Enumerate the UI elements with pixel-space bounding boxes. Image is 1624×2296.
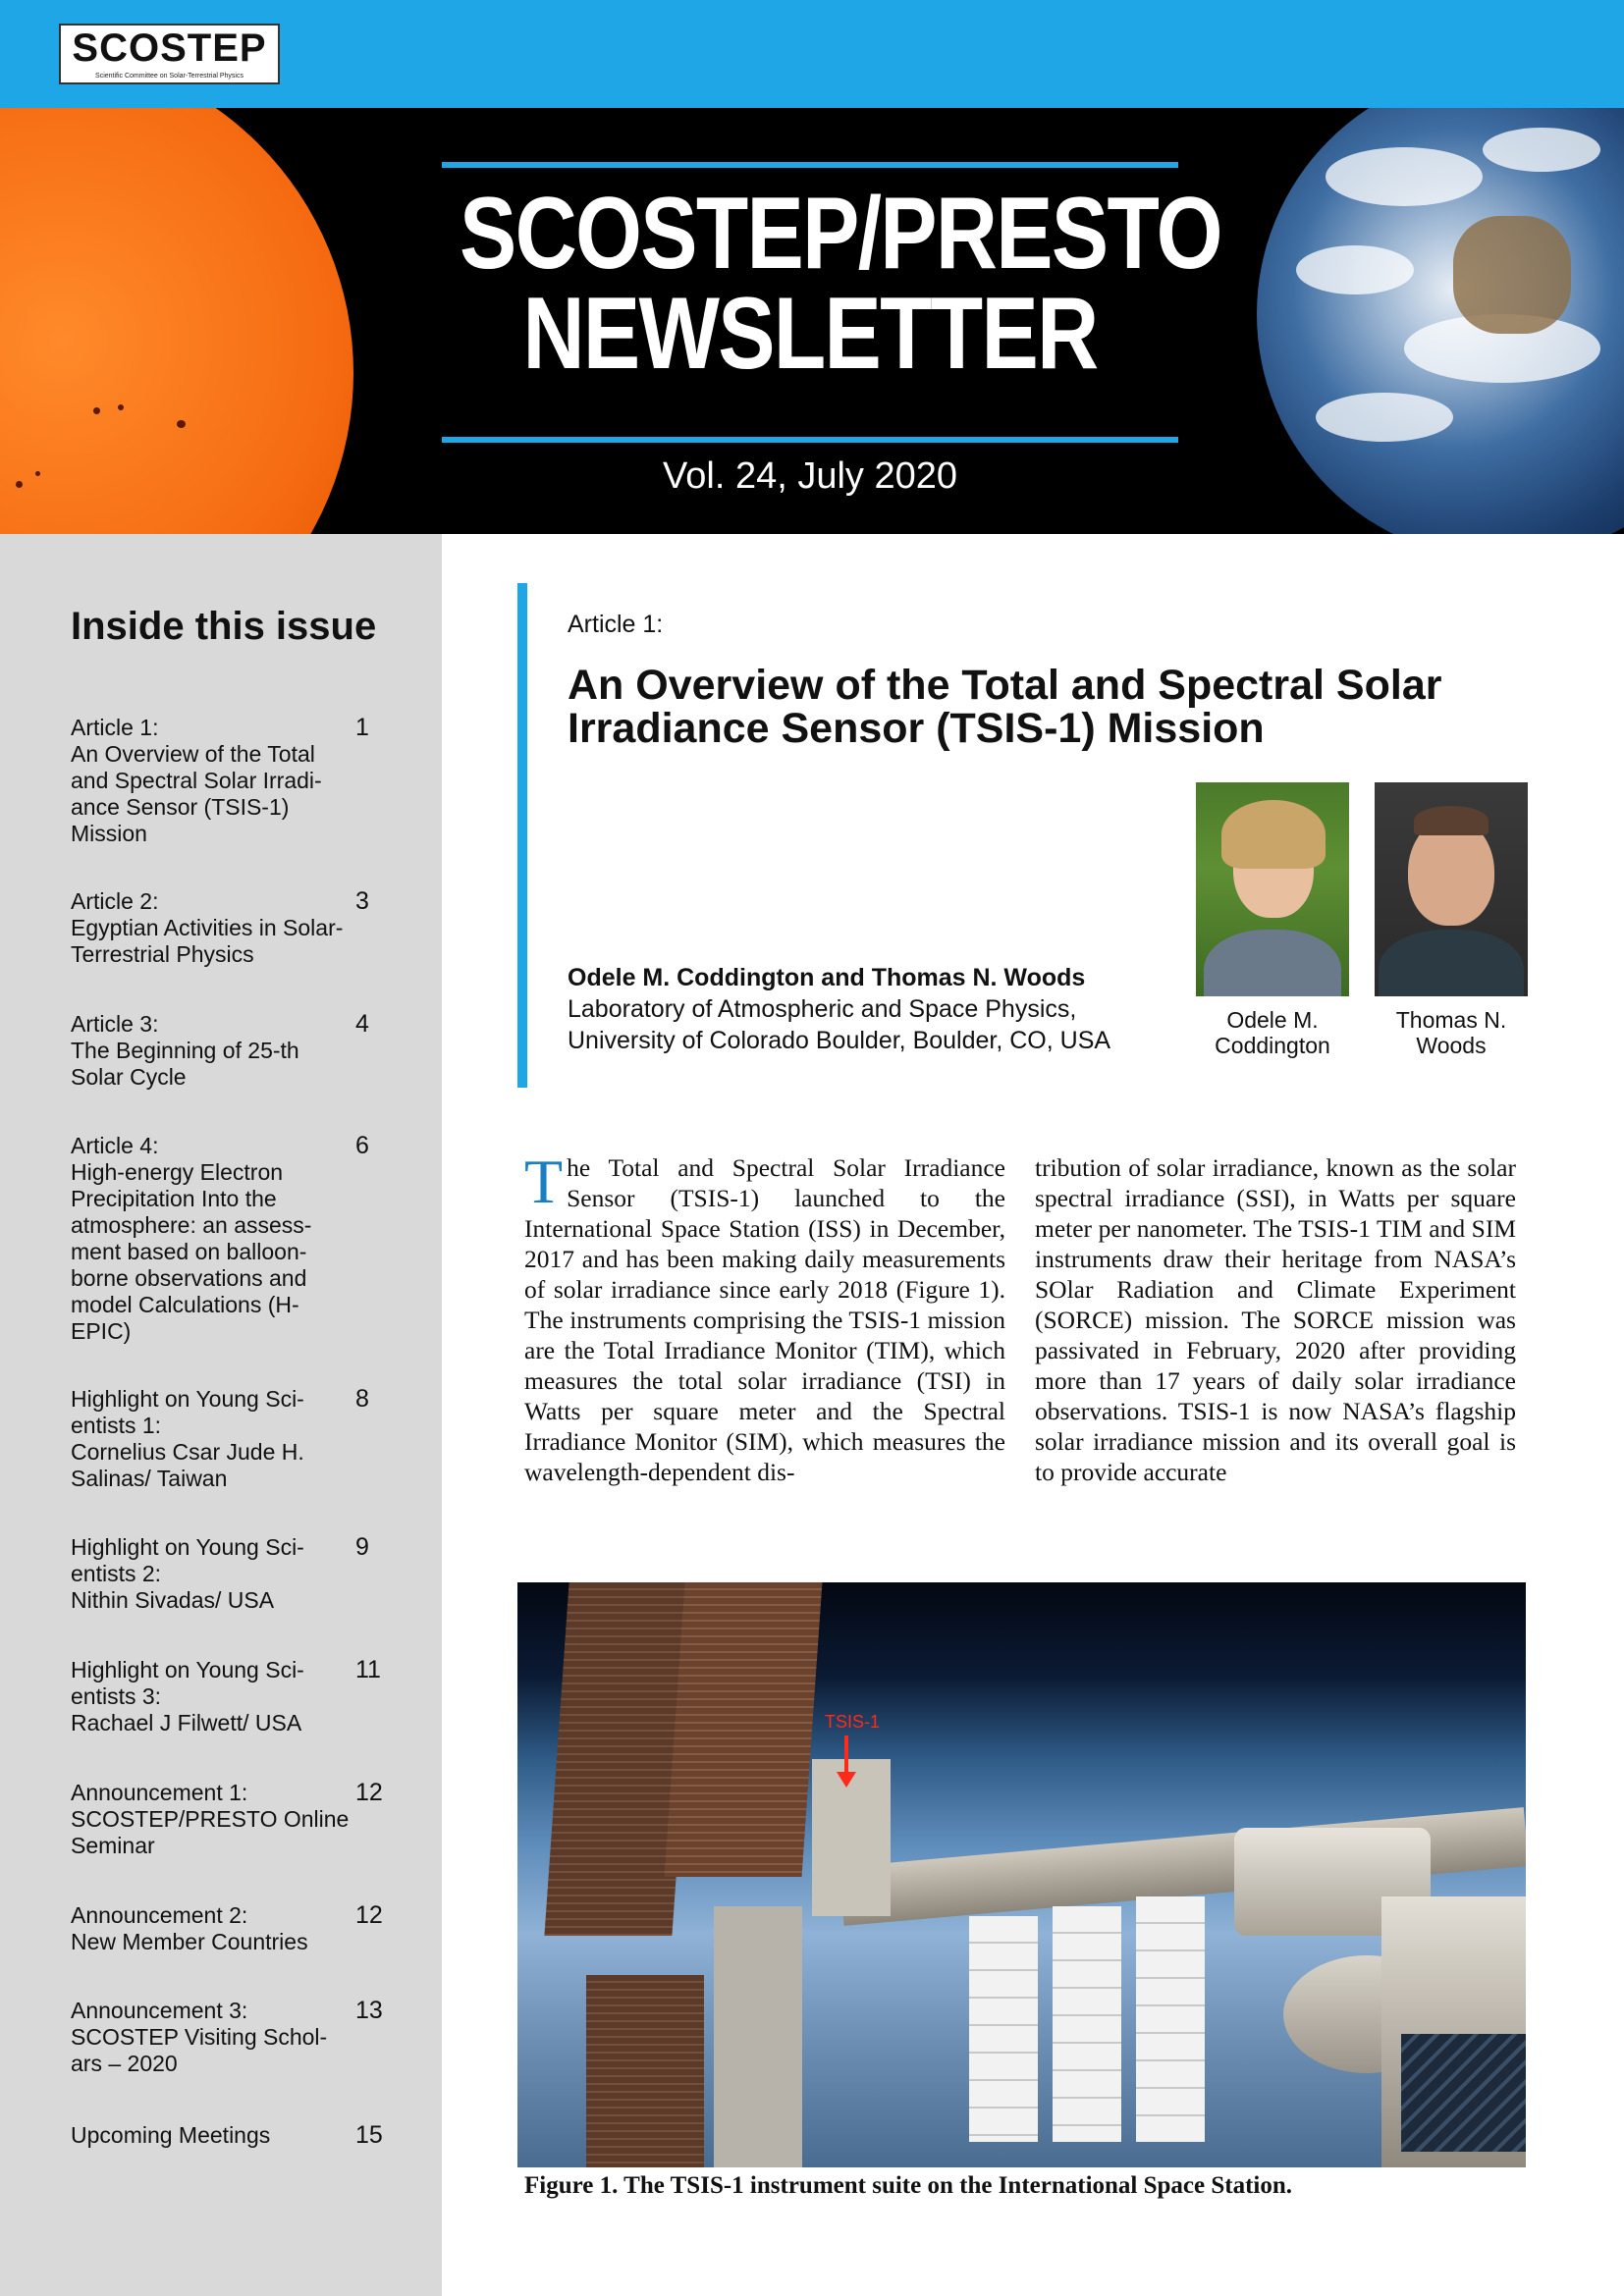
toc-item-page-number: 1 <box>355 714 369 741</box>
toc-item-page-number: 6 <box>355 1132 369 1159</box>
toc-item-page-number: 13 <box>355 1997 383 2024</box>
tsis-1-figure-label: TSIS-1 <box>825 1712 881 1732</box>
scostep-logo <box>59 24 280 84</box>
iss-figure-image <box>517 1582 1526 2167</box>
toc-item-label: Highlight on Young Sci-entists 1: Cornelius Csar Jude H. Salinas/ Taiwan <box>71 1386 304 1491</box>
toc-item-page-number: 12 <box>355 1901 383 1929</box>
author-photo-woods <box>1375 782 1528 996</box>
inside-this-issue-title: Inside this issue <box>71 605 377 648</box>
toc-item-page-number: 9 <box>355 1533 369 1561</box>
photo-caption-woods-text: Thomas N. Woods <box>1395 1007 1507 1058</box>
article-body-column-1 <box>524 1147 1005 1487</box>
toc-item-page-number: 15 <box>355 2121 383 2149</box>
affiliation-line-1: Laboratory of Atmospheric and Space Physics, <box>568 995 1077 1023</box>
newsletter-title-line2: NEWSLETTER <box>522 277 1098 391</box>
photo-caption-woods <box>1363 1007 1540 1058</box>
earth-image <box>1257 108 1624 534</box>
column-2-text: tribution of solar irradiance, known as the solar spectral irradiance (SSI), in Watts per square meter per nanometer. The TSIS-1 TIM and SIM instruments draw their heritage from NASA’s SOlar Radiation and Climate Experiment (SORCE) mission. The SORCE mission was passivated in February, 2020 after providing more than 17 years of daily solar irradiance observations. TSIS-1 is now NASA’s flagship solar irradiance mission and its overall goal is to provide accurate <box>1035 1153 1516 1486</box>
toc-item-label: Announcement 3: SCOSTEP Visiting Schol-ars – 2020 <box>71 1998 328 2076</box>
tsis-1-arrow <box>844 1735 848 1775</box>
toc-item-page-number: 4 <box>355 1010 369 1038</box>
newsletter-title-line1: SCOSTEP/PRESTO <box>460 177 1221 291</box>
toc-item-page-number: 11 <box>355 1656 381 1683</box>
logo-subtitle: Scientific Committee on Solar-Terrestrial Physics <box>95 73 244 80</box>
logo-word: SCOSTEP <box>72 27 267 70</box>
article-authors-block <box>568 962 1110 1056</box>
photo-caption-coddington-text: Odele M. Coddington <box>1215 1007 1330 1058</box>
toc-item-label: Upcoming Meetings <box>71 2122 271 2148</box>
toc-item-label: Article 4: High-energy Electron Precipitation Into the atmosphere: an assess-ment based on balloon-borne observations and model Calculations (H-EPIC) <box>71 1133 312 1344</box>
sun-image <box>0 108 353 534</box>
toc-item-label: Article 1: An Overview of the Total and Spectral Solar Irradi-ance Sensor (TSIS-1) Mission <box>71 715 322 846</box>
article-body-column-2 <box>1035 1152 1516 1487</box>
photo-caption-coddington <box>1184 1007 1361 1058</box>
article-kicker: Article 1: <box>568 611 664 638</box>
article-accent-bar <box>517 583 527 1088</box>
banner-rule-top <box>442 162 1178 168</box>
toc-item-label: Announcement 2: New Member Countries <box>71 1902 308 1954</box>
figure-caption: Figure 1. The TSIS-1 instrument suite on the International Space Station. <box>524 2172 1293 2199</box>
toc-item-page-number: 8 <box>355 1385 369 1413</box>
toc-item-label: Announcement 1: SCOSTEP/PRESTO Online Seminar <box>71 1780 350 1858</box>
article-title: An Overview of the Total and Spectral Solar Irradiance Sensor (TSIS-1) Mission <box>568 662 1442 752</box>
toc-item-page-number: 3 <box>355 887 369 915</box>
tsis-1-arrow-head <box>837 1772 856 1788</box>
toc-item-label: Article 3: The Beginning of 25-th Solar Cycle <box>71 1011 299 1090</box>
volume-date: Vol. 24, July 2020 <box>663 455 957 497</box>
author-photo-coddington <box>1196 782 1349 996</box>
drop-cap: T <box>524 1147 564 1216</box>
toc-item-label: Article 2: Egyptian Activities in Solar- Terrestrial Physics <box>71 888 344 967</box>
banner-rule-bottom <box>442 437 1178 443</box>
toc-item-page-number: 12 <box>355 1779 383 1806</box>
author-names: Odele M. Coddington and Thomas N. Woods <box>568 964 1086 991</box>
column-1-text: he Total and Spectral Solar Irradiance Sensor (TSIS-1) launched to the International Space Station (ISS) in December, 2017 and has been making daily measurements of solar irradiance since early 2018 (Figure 1). The instruments comprising the TSIS-1 mission are the Total Irradiance Monitor (TIM), which measures the total solar irradiance (TSI) in Watts per square meter and the Spectral Irradiance Monitor (SIM), which measures the wavelength-dependent dis- <box>524 1153 1005 1486</box>
toc-item-label: Highlight on Young Sci-entists 2: Nithin Sivadas/ USA <box>71 1534 304 1613</box>
toc-item-label: Highlight on Young Sci-entists 3: Rachael J Filwett/ USA <box>71 1657 304 1735</box>
affiliation-line-2: University of Colorado Boulder, Boulder, CO, USA <box>568 1027 1111 1054</box>
